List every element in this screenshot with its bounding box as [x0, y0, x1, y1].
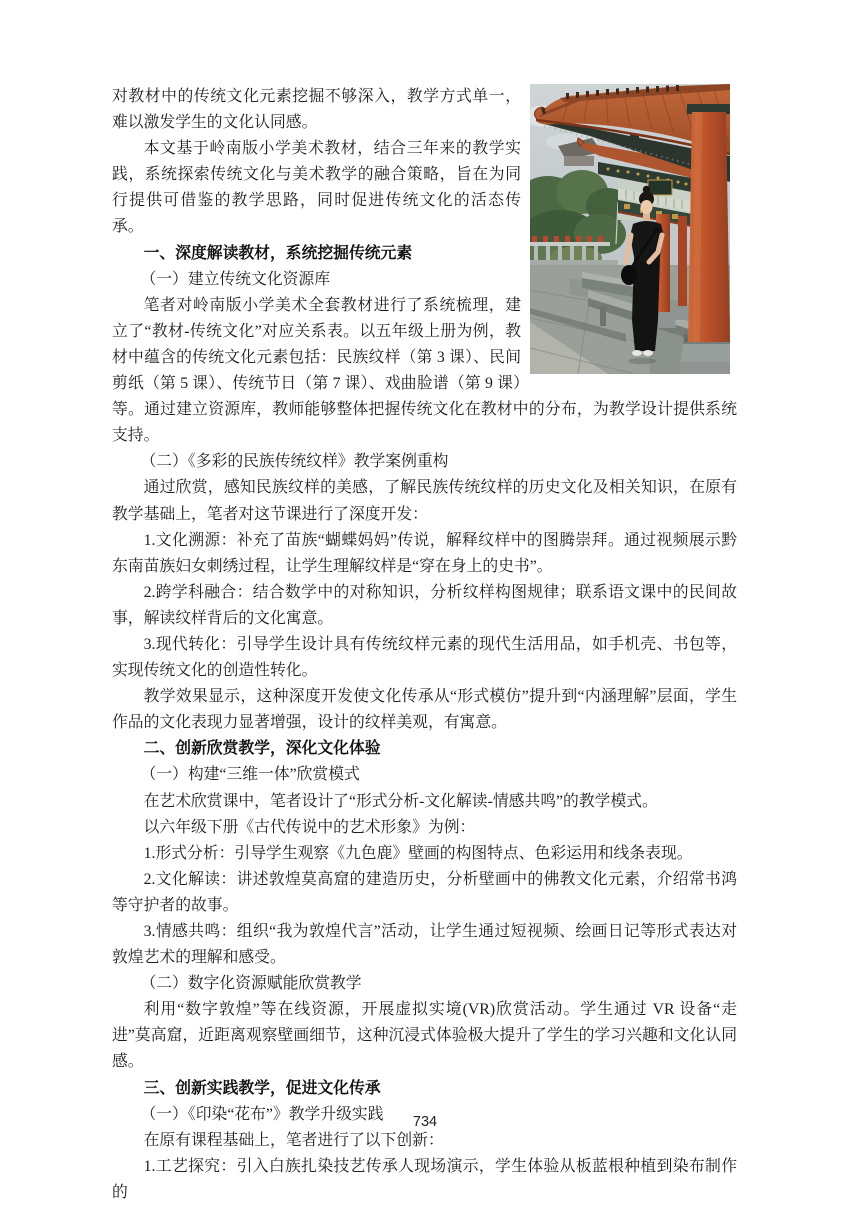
- paragraph-body: 以六年级下册《古代传说中的艺术形象》为例：: [143, 818, 476, 836]
- temple-photo-illustration: [530, 84, 730, 374]
- paragraph-body: 1.工艺探究：引入白族扎染技艺传承人现场演示，学生体验从板蓝根种植到染布制作的: [112, 1157, 737, 1201]
- sub-heading: （一）《印染“花布”》教学升级实践: [140, 1105, 384, 1123]
- paragraph-body: 1.形式分析：引导学生观察《九色鹿》壁画的构图特点、色彩运用和线条表现。: [143, 844, 693, 862]
- paragraph-body: 2.文化解读：讲述敦煌莫高窟的建造历史，分析壁画中的佛教文化元素，介绍常书鸿等守护者的故事。: [112, 870, 737, 914]
- section-heading: 一、深度解读教材，系统挖掘传统元素: [143, 244, 413, 262]
- paragraph-body: 3.现代转化：引导学生设计具有传统纹样元素的现代生活用品，如手机壳、书包等，实现传统文化的创造性转化。: [112, 635, 737, 680]
- paragraph-body: 教学效果显示，这种深度开发使文化传承从“形式模仿”提升到“内涵理解”层面，学生作品的文化表现力显著增强，设计的纹样美观，有寓意。: [112, 688, 737, 732]
- paragraph-body: 在原有课程基础上，笔者进行了以下创新：: [143, 1131, 444, 1149]
- section-heading: 三、创新实践教学，促进文化传承: [143, 1079, 381, 1097]
- paragraph-body: 利用“数字敦煌”等在线资源，开展虚拟实境(VR)欣赏活动。学生通过 VR 设备“走进”莫高窟，近距离观察壁画细节，这种沉浸式体验极大提升了学生的学习兴趣和文化认同感。: [112, 1001, 737, 1071]
- inline-photo: [530, 84, 730, 374]
- section-heading: 二、创新欣赏教学，深化文化体验: [143, 740, 381, 758]
- paragraph-body: 通过欣赏，感知民族纹样的美感，了解民族传统纹样的历史文化及相关知识，在原有教学基础上，笔者对这节课进行了深度开发：: [112, 479, 737, 523]
- paragraph-body: 1.文化溯源：补充了苗族“蝴蝶妈妈”传说，解释纹样中的图腾崇拜。通过视频展示黔东南苗族妇女刺绣过程，让学生理解纹样是“穿在身上的史书”。: [112, 531, 737, 575]
- paragraph-body: 2.跨学科融合：结合数学中的对称知识，分析纹样构图规律；联系语文课中的民间故事，解读纹样背后的文化寓意。: [112, 583, 737, 627]
- sub-heading: （一）建立传统文化资源库: [140, 270, 331, 288]
- paragraph-body: 笔者对岭南版小学美术全套教材进行了系统梳理，建立了“教材-传统文化”对应关系表。以五年级上册为例，教材中蕴含的传统文化元素包括：民族纹样（第 3 课）、民间剪纸（第 5 课）、传统节日（第 7 课）、戏曲脸谱（第 9 课）等。通过建立资源库，教师能够整体把握传统文化在教材中的分布，为教学设计提供系统支持。: [112, 296, 737, 445]
- paragraph-body: 对教材中的传统文化元素挖掘不够深入，教学方式单一，难以激发学生的文化认同感。: [112, 88, 521, 132]
- paragraph-body: 3.情感共鸣：组织“我为敦煌代言”活动，让学生通过短视频、绘画日记等形式表达对敦煌艺术的理解和感受。: [112, 923, 737, 967]
- article-body: [112, 84, 737, 1206]
- page-number: 734: [412, 1114, 438, 1130]
- paragraph-body: 在艺术欣赏课中，笔者设计了“形式分析-文化解读-情感共鸣”的教学模式。: [143, 792, 658, 810]
- sub-heading: （二）数字化资源赋能欣赏教学: [140, 975, 362, 993]
- paragraph-body: 本文基于岭南版小学美术教材，结合三年来的教学实践，系统探索传统文化与美术教学的融合策略，旨在为同行提供可借鉴的教学思路，同时促进传统文化的活态传承。: [112, 140, 521, 236]
- sub-heading: （一）构建“三维一体”欣赏模式: [140, 766, 360, 784]
- sub-heading: （二）《多彩的民族传统纹样》教学案例重构: [140, 453, 449, 471]
